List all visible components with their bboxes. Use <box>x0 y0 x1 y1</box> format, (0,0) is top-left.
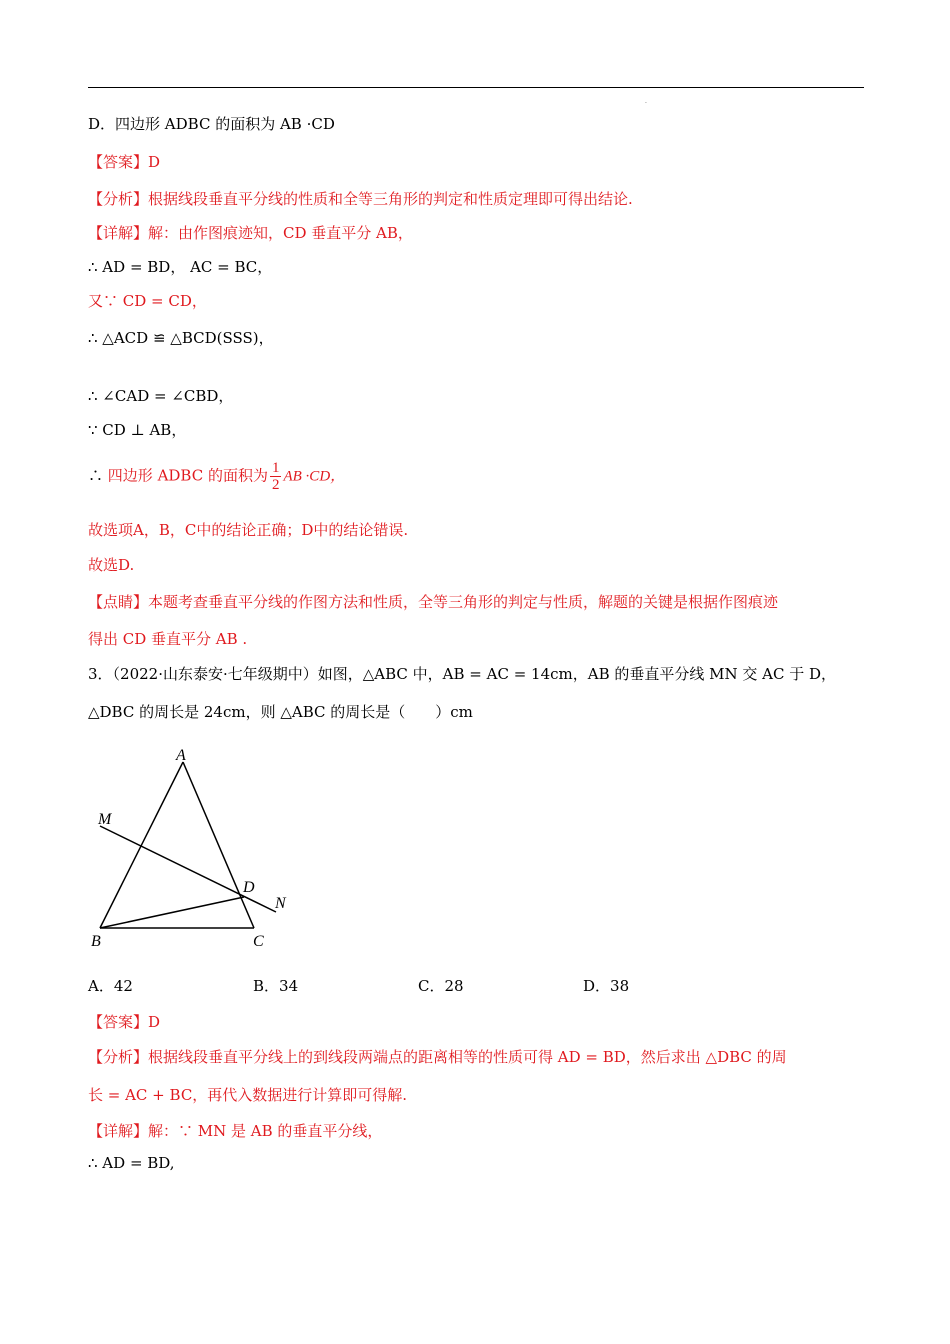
step-6 <box>88 460 345 493</box>
step-6-tail: AB ·CD， <box>283 468 346 485</box>
fraction-numerator: 1 <box>271 460 280 476</box>
label-d: D <box>243 879 255 896</box>
conclusion-1: 故选项A，B，C中的结论正确；D中的结论错误. <box>88 521 409 539</box>
option-a: A．42 <box>88 977 133 995</box>
option-d-line: D．四边形 ADBC 的面积为 AB ·CD <box>88 115 335 133</box>
header-rule <box>88 87 864 88</box>
answer-3: 【答案】D <box>88 1013 161 1031</box>
step-3: ∴ △ACD ≌ △BCD(SSS)， <box>88 329 274 347</box>
label-a: A <box>176 747 186 764</box>
remark-line-1: 【点睛】本题考查垂直平分线的作图方法和性质，全等三角形的判定与性质，解题的关键是根据作图痕迹 <box>88 593 779 611</box>
answer-1: 【答案】D <box>88 153 161 171</box>
detail-text: 解：由作图痕迹知，CD 垂直平分 AB， <box>148 224 413 242</box>
remark-line-2: 得出 CD 垂直平分 AB . <box>88 630 248 648</box>
step-1: ∴ AD = BD， AC = BC， <box>88 258 273 276</box>
detail-3: 【详解】解：∵ MN 是 AB 的垂直平分线， <box>88 1122 383 1140</box>
step-4: ∴ ∠CAD = ∠CBD， <box>88 387 234 405</box>
analysis-3-line-2: 长 = AC + BC，再代入数据进行计算即可得解. <box>88 1086 408 1104</box>
step-3-1: ∴ AD = BD, <box>88 1154 175 1172</box>
detail-1 <box>88 223 413 243</box>
option-b: B．34 <box>253 977 299 995</box>
analysis-1: 【分析】根据线段垂直平分线的性质和全等三角形的判定和性质定理即可得出结论. <box>88 190 633 208</box>
detail-label: 【详解】 <box>88 224 149 242</box>
analysis-3-line-1: 【分析】根据线段垂直平分线上的到线段两端点的距离相等的性质可得 AD = BD，然后求出 △DBC 的周 <box>88 1048 787 1066</box>
step-5: ∵ CD ⊥ AB， <box>88 421 187 439</box>
conclusion-2: 故选D. <box>88 556 135 574</box>
step-6-therefore: ∴ <box>88 466 104 485</box>
label-m: M <box>98 811 112 828</box>
step-6-text: 四边形 ADBC 的面积为 <box>107 466 268 485</box>
triangle-figure <box>88 740 308 960</box>
question-3-line-1: 3．（2022·山东泰安·七年级期中）如图，△ABC 中，AB = AC = 14cm，AB 的垂直平分线 MN 交 AC 于 D， <box>88 665 837 683</box>
question-3-line-2: △DBC 的周长是 24cm，则 △ABC 的周长是（ ）cm <box>88 703 473 721</box>
option-d: D．38 <box>583 977 630 995</box>
line-mn <box>100 826 276 912</box>
fraction-half <box>270 460 282 493</box>
header-dot: . <box>645 98 647 105</box>
fraction-denominator: 2 <box>271 477 280 493</box>
side-ab <box>100 762 183 928</box>
label-c: C <box>253 933 264 950</box>
option-c: C．28 <box>418 977 464 995</box>
segment-bd <box>100 897 244 928</box>
step-2: 又∵ CD = CD， <box>88 292 207 310</box>
label-b: B <box>91 933 101 950</box>
label-n: N <box>275 895 286 912</box>
